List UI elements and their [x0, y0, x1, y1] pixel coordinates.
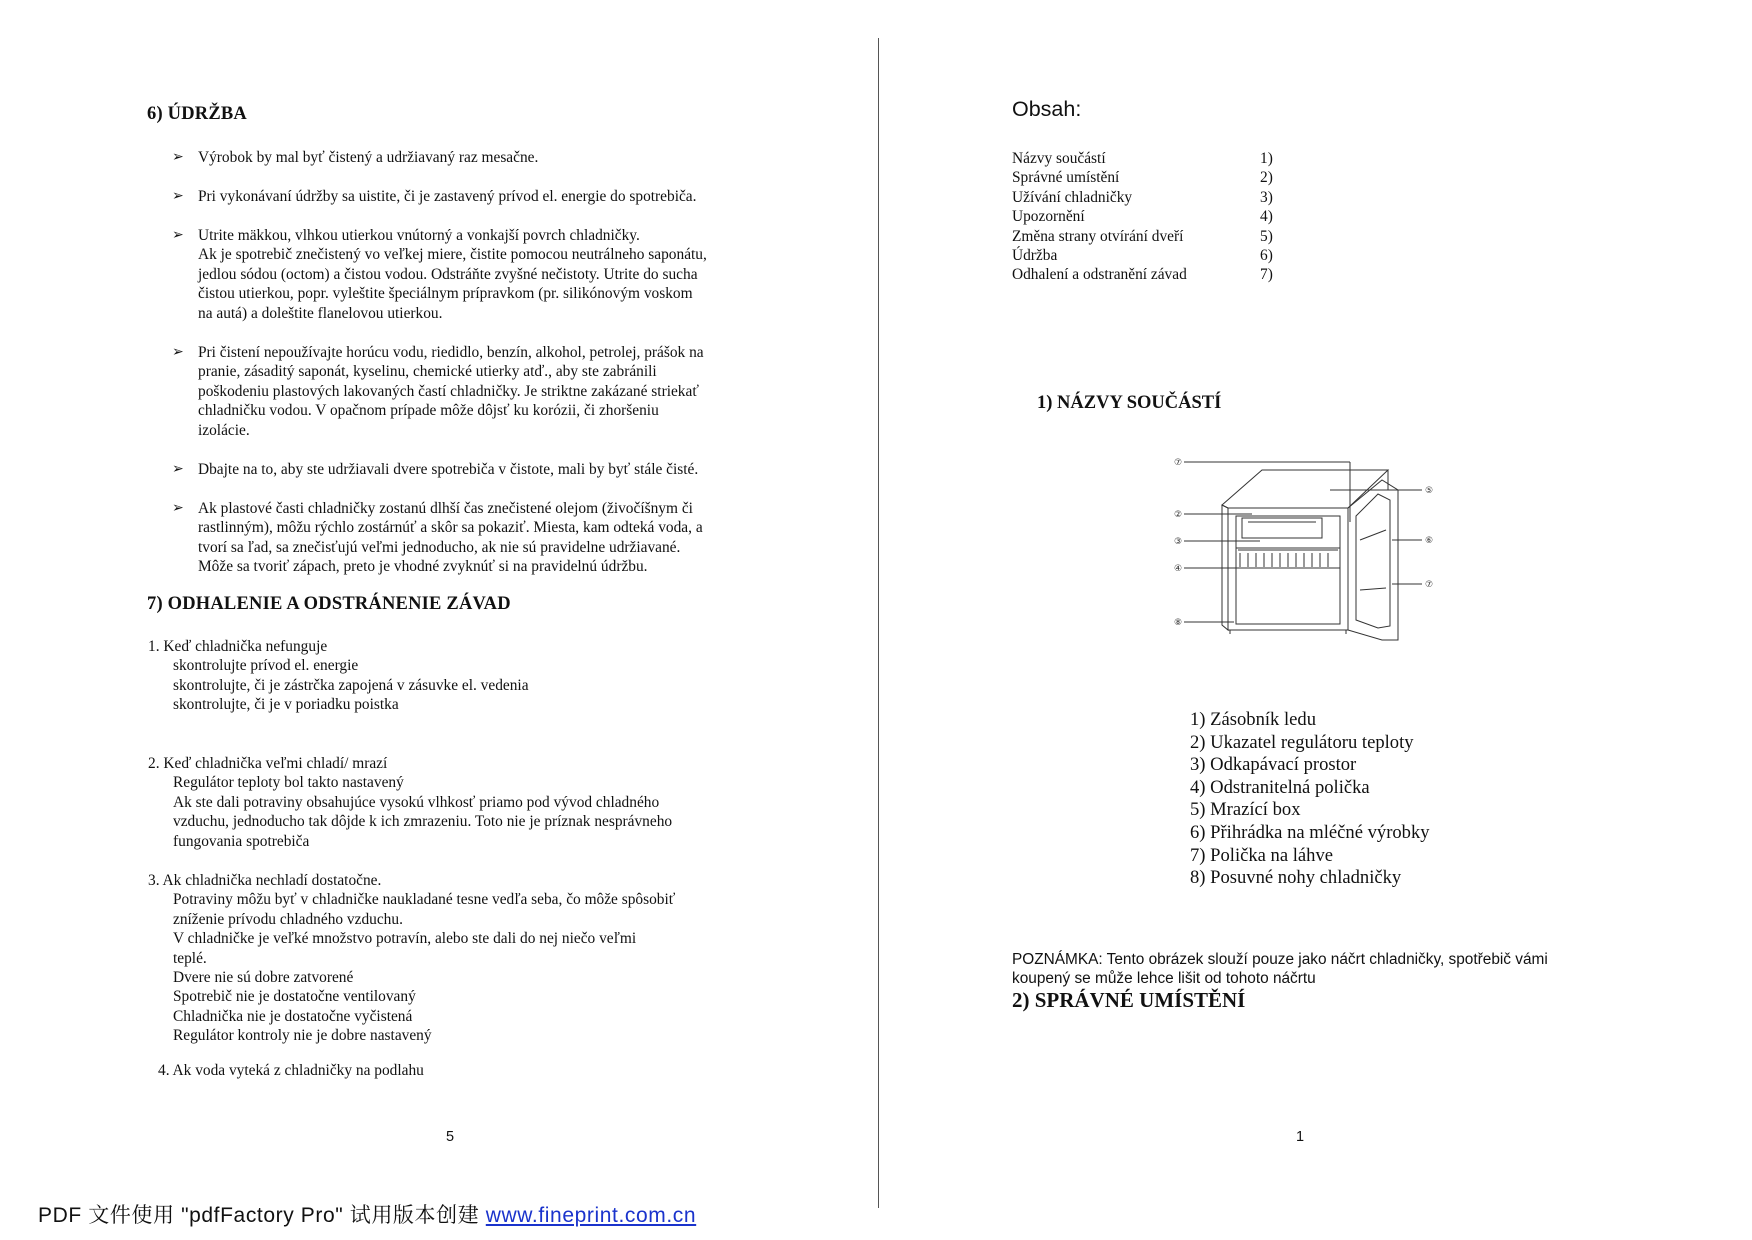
- troubleshooting-item: 2. Keď chladnička veľmi chladí/ mrazí Regulátor teploty bol takto nastavený Ak ste dali potraviny obsahujúce vysokú vlhkosť priamo pod vývod chladného vzduchu, jednoducho tak dôjde k ich zmrazeniu. Toto nie je príznak nesprávneho fungovania spotrebiča: [148, 755, 673, 850]
- contents-title: Obsah:: [1012, 97, 1082, 121]
- toc-entry: Správné umístění 2): [1012, 169, 1273, 187]
- arrow-bullet-icon: ➢: [172, 189, 184, 204]
- troubleshooting-heading: 7) ODHALENIE A ODSTRÁNENIE ZÁVAD: [147, 594, 511, 614]
- callout-icon: ⑦: [1425, 580, 1434, 590]
- toc-entry: Upozornění 4): [1012, 208, 1273, 226]
- list-item: 8) Posuvné nohy chladničky: [1190, 867, 1402, 889]
- note: POZNÁMKA: Tento obrázek slouží pouze jako náčrt chladničky, spotřebič vámi koupený se může lehce lišit od tohoto náčrtu: [1012, 951, 1548, 987]
- arrow-bullet-icon: ➢: [172, 150, 184, 165]
- refrigerator-diagram: [1160, 450, 1460, 650]
- maintenance-heading: 6) ÚDRŽBA: [147, 104, 247, 124]
- table-of-contents: [1012, 149, 1273, 285]
- callout-icon: ④: [1174, 564, 1183, 574]
- toc-entry: Užívání chladničky 3): [1012, 188, 1273, 206]
- toc-entry: Změna strany otvírání dveří 5): [1012, 227, 1273, 245]
- arrow-bullet-icon: ➢: [172, 462, 184, 477]
- maintenance-bullet: ➢ Utrite mäkkou, vlhkou utierkou vnútorný a vonkajší povrch chladničky. Ak je spotrebič znečistený vo veľkej miere, čistite pomocou neutrálneho saponátu, jedlou sódou (octom) a čistou vodou. Odstráňte zvyšné nečistoty. Utrite do sucha čistou utierkou, popr. vyleštite špeciálnym prípravkom (pr. silikónovým voskom na autá) a doleštite flanelovou utierkou.: [172, 227, 707, 322]
- arrow-bullet-icon: ➢: [172, 501, 184, 516]
- parts-heading: 1) NÁZVY SOUČÁSTÍ: [1037, 393, 1222, 413]
- callout-icon: ⑥: [1425, 536, 1434, 546]
- toc-entry: Odhalení a odstranění závad 7): [1012, 266, 1273, 284]
- maintenance-bullet: ➢ Výrobok by mal byť čistený a udržiavaný raz mesačne.: [172, 149, 539, 166]
- callout-icon: ②: [1174, 510, 1183, 520]
- list-item: 7) Polička na láhve: [1190, 844, 1334, 866]
- maintenance-bullet: ➢ Pri čistení nepoužívajte horúcu vodu, riedidlo, benzín, alkohol, petrolej, prášok na pranie, zásaditý saponát, kyselinu, chemické utierky atď., aby ste zabránili poškodeniu plastových lakovaných častí chladničky. Je striktne zakázané striekať chladničku vodou. V opačnom prípade môže dôjsť ku korózii, či zhoršeniu izolácie.: [172, 344, 704, 439]
- toc-entry: Údržba 6): [1012, 246, 1273, 264]
- maintenance-bullet: ➢ Dbajte na to, aby ste udržiavali dvere spotrebiča v čistote, mali by byť stále čisté.: [172, 461, 699, 478]
- list-item: 2) Ukazatel regulátoru teploty: [1190, 731, 1414, 753]
- arrow-bullet-icon: ➢: [172, 345, 184, 360]
- page-number-right: 1: [1296, 1129, 1305, 1145]
- fineprint-link[interactable]: www.fineprint.com.cn: [485, 1204, 697, 1227]
- parts-list: [1190, 709, 1430, 890]
- maintenance-bullet: ➢ Ak plastové časti chladničky zostanú dlhší čas znečistené olejom (živočíšnym či rastlinným), môžu rýchlo zostárnúť a skôr sa pokaziť. Miesta, kam odteká voda, a tvorí sa ľad, sa znečisťujú veľmi jednoducho, ak nie sú pravidelne udržiavané. Môže sa tvoriť zápach, preto je vhodné zvyknúť si na pravidelnú údržbu.: [172, 500, 703, 576]
- page-number-left: 5: [446, 1129, 455, 1145]
- troubleshooting-item: 1. Keď chladnička nefunguje skontrolujte prívod el. energie skontrolujte, či je zástrčka zapojená v zásuvke el. vedenia skontrolujte, či je v poriadku poistka: [148, 638, 529, 714]
- troubleshooting-item: 3. Ak chladnička nechladí dostatočne. Potraviny môžu byť v chladničke naukladané tesne vedľa seba, čo môže spôsobiť zníženie prívodu chladného vzduchu. V chladničke je veľké množstvo potravín, alebo ste dali do nej niečo veľmi teplé. Dvere nie sú dobre zatvorené Spotrebič nie je dostatočne ventilovaný Chladnička nie je dostatočne vyčistená Regulátor kontroly nie je dobre nastavený: [148, 872, 676, 1045]
- callout-icon: ③: [1174, 537, 1183, 547]
- list-item: 3) Odkapávací prostor: [1190, 754, 1357, 776]
- page-divider: [878, 38, 879, 1208]
- footer-text: PDF 文件使用 "pdfFactory Pro" 试用版本创建: [38, 1204, 486, 1227]
- list-item: 4) Odstranitelná polička: [1190, 776, 1370, 798]
- list-item: 5) Mrazící box: [1190, 799, 1301, 821]
- callout-icon: ⑤: [1425, 486, 1434, 496]
- list-item: 1) Zásobník ledu: [1190, 709, 1316, 730]
- toc-entry: Názvy součástí 1): [1012, 150, 1273, 167]
- arrow-bullet-icon: ➢: [172, 228, 184, 243]
- callout-icon: ⑧: [1174, 618, 1183, 628]
- list-item: 6) Přihrádka na mléčné výrobky: [1190, 821, 1430, 843]
- callout-icon: ⑦: [1174, 458, 1183, 468]
- maintenance-bullet: ➢ Pri vykonávaní údržby sa uistite, či je zastavený prívod el. energie do spotrebiča.: [172, 188, 697, 205]
- troubleshooting-item: 4. Ak voda vyteká z chladničky na podlahu: [158, 1062, 424, 1079]
- pdf-footer: [38, 1199, 696, 1229]
- placement-heading: 2) SPRÁVNÉ UMÍSTĚNÍ: [1012, 988, 1246, 1012]
